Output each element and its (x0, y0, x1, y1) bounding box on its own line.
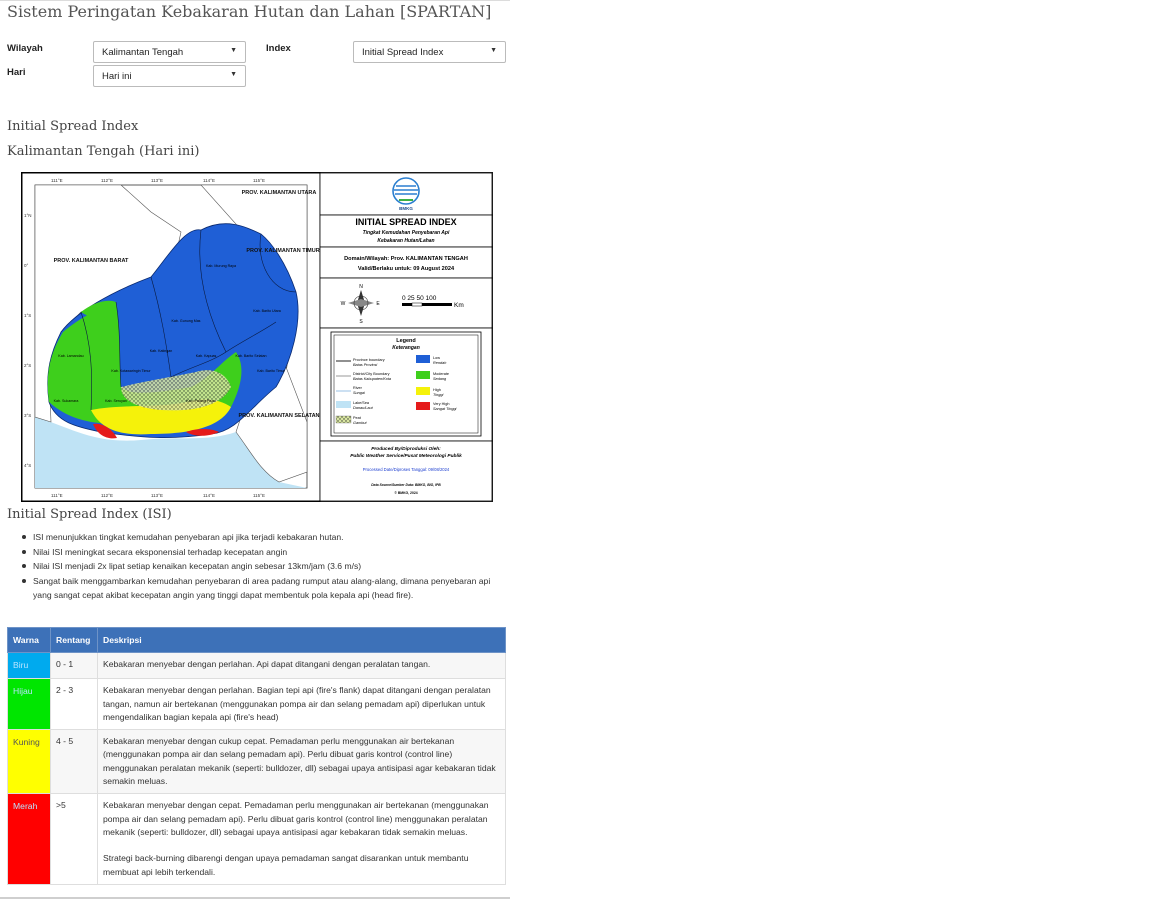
bullet-item: Nilai ISI meningkat secara eksponensial terhadap kecepatan angin (20, 545, 510, 560)
data-source: Data Source/Sumber Data: BMKG, BIG, IPB (371, 483, 441, 487)
panel-title: INITIAL SPREAD INDEX (355, 217, 457, 227)
legend-item-id: Gambut (353, 421, 367, 425)
legend-item-en: Very High (433, 402, 450, 406)
bullet-item: Nilai ISI menjadi 2x lipat setiap kenaikan kecepatan angin sebesar 13km/jam (3.6 m/s) (20, 559, 510, 574)
isi-bullet-list (20, 530, 510, 603)
col-deskripsi: Deskripsi (98, 628, 506, 653)
legend-item-en: High (433, 388, 441, 392)
produced-org: Public Weather Service/Pusat Meteorologi Publik (350, 454, 462, 459)
district-label: Kab. Barito Selatan (235, 354, 267, 358)
copyright: © BMKG, 2024 (394, 491, 418, 495)
rentang-cell: 0 - 1 (51, 653, 98, 679)
warna-cell: Hijau (8, 679, 51, 730)
index-select[interactable] (353, 41, 506, 63)
legend-item-en: Moderate (433, 372, 450, 376)
legend-item-en: Lake/Sea (353, 401, 370, 405)
lon-tick-112-top: 112°E (101, 178, 113, 183)
chevron-down-icon: ▼ (490, 47, 497, 54)
legend-item-en: Low (433, 356, 440, 360)
district-label: Kab. Sukamara (53, 399, 79, 403)
lon-tick-111-bottom: 111°E (51, 493, 63, 498)
processed-date: Processed Date/Diproses Tanggal: 09/08/2024 (362, 467, 450, 472)
warna-cell: Merah (8, 794, 51, 884)
table-row (8, 794, 506, 884)
legend-item-id: Sedang (433, 377, 447, 381)
wilayah-label: Wilayah (7, 43, 43, 54)
lon-tick-113-top: 113°E (151, 178, 163, 183)
district-label: Kab. Murung Raya (206, 264, 236, 268)
scale-text: 0 25 50 100 (402, 295, 437, 302)
scale-unit: Km (454, 302, 464, 309)
section-heading: Initial Spread Index (7, 119, 139, 134)
legend-subtitle: Keterangan (392, 345, 420, 351)
lon-tick-115-top: 115°E (253, 178, 265, 183)
compass-e: E (376, 301, 380, 307)
compass-s: S (359, 319, 363, 325)
bottom-divider (0, 897, 510, 899)
legend-title: Legend (396, 338, 416, 344)
panel-subtitle-1: Tingkat Kemudahan Penyebaran Api (362, 230, 450, 236)
bullet-item: ISI menunjukkan tingkat kemudahan penyebaran api jika terjadi kebakaran hutan. (20, 530, 510, 545)
table-header-row (8, 628, 506, 653)
section-subheading: Kalimantan Tengah (Hari ini) (7, 144, 200, 159)
lat-tick-1s: 1°S (24, 313, 32, 318)
isi-title: Initial Spread Index (ISI) (7, 507, 172, 522)
district-label: Kab. Seruyan (105, 399, 127, 403)
district-label: Kab. Kapuas (195, 354, 217, 358)
district-label: Kab. Katingan (149, 349, 173, 353)
lon-tick-113-bottom: 113°E (151, 493, 163, 498)
col-rentang: Rentang (51, 628, 98, 653)
compass-w: W (340, 301, 346, 307)
lat-tick-2s: 2°S (24, 363, 32, 368)
table-row (8, 730, 506, 794)
lon-tick-114-top: 114°E (203, 178, 215, 183)
district-label: Kab. Kotawaringin Timur (111, 369, 151, 373)
rentang-cell: 4 - 5 (51, 730, 98, 794)
warna-cell: Biru (8, 653, 51, 679)
label-kaltim: PROV. KALIMANTAN TIMUR (246, 248, 320, 254)
warna-cell: Kuning (8, 730, 51, 794)
deskripsi-cell: Kebakaran menyebar dengan cukup cepat. Pemadaman perlu menggunakan air bertekanan (menggunakan pompa air dan selang pemadam api). Perlu dibuat garis kontrol (control line) menggunakan peralatan mekanik (seperti: bulldozer, dll) sebagai upaya antisipasi agar kebakaran tidak semakin meluas. (98, 730, 506, 794)
label-kalsel: PROV. KALIMANTAN SELATAN (238, 413, 320, 419)
district-label: Kab. Lamandau (58, 354, 84, 358)
legend-item-en: Peat (353, 416, 361, 420)
lat-tick-3s: 3°S (24, 413, 32, 418)
legend-item-id: Rendah (433, 361, 447, 365)
lon-tick-111-top: 111°E (51, 178, 63, 183)
deskripsi-text: Kebakaran menyebar dengan cepat. Pemadaman perlu menggunakan air bertekanan (menggunakan pompa air dan selang pemadam api). Perlu dibuat garis kontrol (control line) menggunakan peralatan mekanik (seperti: bulldozer, dll) sebagai upaya antisipasi agar kebakaran tidak semakin meluas. (103, 800, 489, 837)
district-label: Kab. Barito Timur (257, 369, 285, 373)
lon-tick-114-bottom: 114°E (203, 493, 215, 498)
index-value: Initial Spread Index (362, 47, 444, 58)
app-title: Sistem Peringatan Kebakaran Hutan dan Lahan [SPARTAN] (7, 2, 492, 21)
map-info-panel (320, 173, 492, 501)
legend-item-id: Batas Kabupaten/Kota (353, 377, 391, 381)
district-label: Kab. Barito Utara (253, 309, 281, 313)
table-row (8, 653, 506, 679)
wilayah-select[interactable] (93, 41, 246, 63)
legend-item-id: Tinggi (433, 393, 444, 397)
col-warna: Warna (8, 628, 51, 653)
panel-subtitle-2: Kebakaran Hutan/Lahan (377, 238, 435, 244)
legend-item-id: Sungai (353, 391, 365, 395)
isi-table (7, 627, 506, 885)
top-divider (0, 0, 510, 1)
bmkg-logo-text: BMKG (399, 206, 413, 211)
lat-tick-4s: 4°S (24, 463, 32, 468)
valid-text: Valid/Berlaku untuk: 09 August 2024 (357, 266, 455, 272)
rentang-cell: 2 - 3 (51, 679, 98, 730)
deskripsi-cell: Kebakaran menyebar dengan perlahan. Bagian tepi api (fire's flank) dapat ditangani dengan peralatan tangan, namun air bertekanan (menggunakan pompa air dan selang pemadam api) diperlukan untuk mengendalikan bagian kepala api (fire's head) (98, 679, 506, 730)
index-label: Index (266, 43, 291, 54)
compass-n: N (359, 284, 363, 290)
rentang-cell: >5 (51, 794, 98, 884)
legend-item-en: Province boundary (353, 358, 385, 362)
label-kaltara: PROV. KALIMANTAN UTARA (241, 190, 317, 196)
wilayah-value: Kalimantan Tengah (102, 47, 184, 58)
hari-value: Hari ini (102, 71, 132, 82)
deskripsi-cell (98, 794, 506, 884)
chevron-down-icon: ▼ (230, 71, 237, 78)
produced-by: Produced By/Diproduksi Oleh: (371, 447, 441, 452)
legend-item-id: Batas Provinsi (353, 363, 378, 367)
isi-map (21, 172, 493, 502)
legend-item-en: River (353, 386, 362, 390)
lon-tick-112-bottom: 112°E (101, 493, 113, 498)
district-label: Kab. Pulang Pisau (186, 399, 216, 403)
lat-tick-0: 0° (24, 263, 29, 268)
legend-item-id: Danau/Laut (353, 406, 373, 410)
hari-select[interactable] (93, 65, 246, 87)
deskripsi-text-2: Strategi back-burning dibarengi dengan upaya pemadaman sangat disarankan untuk membantu membuat api lebih terkendali. (103, 853, 469, 877)
legend-item-id: Sangat Tinggi (433, 407, 457, 411)
table-row (8, 679, 506, 730)
lon-tick-115-bottom: 115°E (253, 493, 265, 498)
label-kalbar: PROV. KALIMANTAN BARAT (53, 258, 129, 264)
chevron-down-icon: ▼ (230, 47, 237, 54)
bullet-item: Sangat baik menggambarkan kemudahan penyebaran di area padang rumput atau alang-alang, dimana penyebaran api yang sangat cepat akibat kecepatan angin yang tinggi dapat membentuk pola kepala api (head fire). (20, 574, 510, 603)
legend-item-en: District/City Boundary (353, 372, 390, 376)
district-label: Kab. Gunung Mas (171, 319, 201, 323)
domain-text: Domain/Wilayah: Prov. KALIMANTAN TENGAH (344, 256, 468, 262)
deskripsi-cell: Kebakaran menyebar dengan perlahan. Api dapat ditangani dengan peralatan tangan. (98, 653, 506, 679)
hari-label: Hari (7, 67, 26, 78)
lat-tick-1n: 1°N (24, 213, 32, 218)
